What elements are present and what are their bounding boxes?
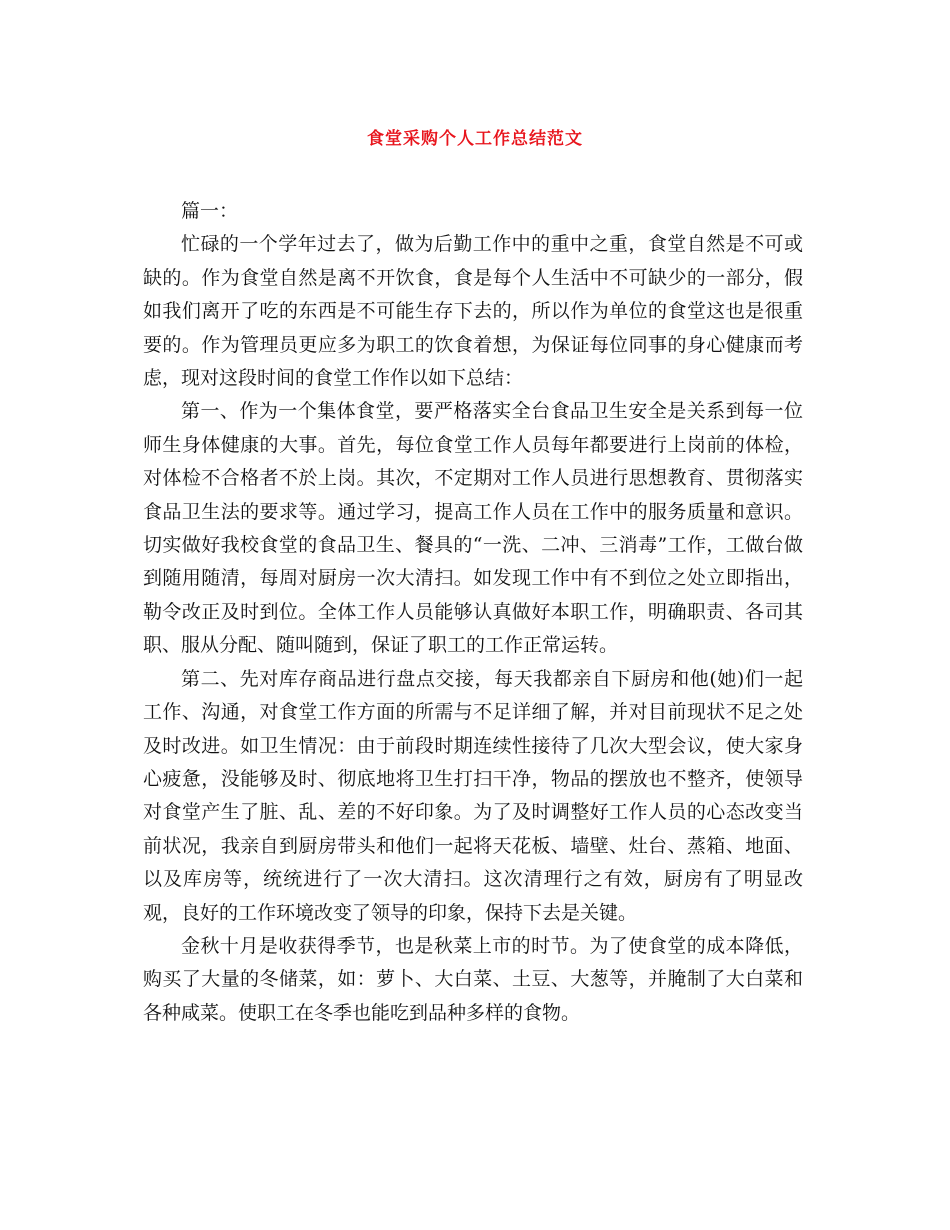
document-title: 食堂采购个人工作总结范文 <box>367 129 583 149</box>
section-label: 篇一： <box>181 200 239 222</box>
paragraph-first-point: 第一、作为一个集体食堂，要严格落实全台食品卫生安全是关系到每一位师生身体健康的大事。首先，每位食堂工作人员每年都要进行上岗前的体检，对体检不合格者不於上岗。其次，不定期对工作人员进行思想教育、贯彻落实食品卫生法的要求等。通过学习，提高工作人员在工作中的服务质量和意识。切实做好我校食堂的食品卫生、餐具的“一洗、二冲、三消毒”工作，工做台做到随用随清，每周对厨房一次大清扫。如发现工作中有不到位之处立即指出，勒令改正及时到位。全体工作人员能够认真做好本职工作，明确职责、各司其职、服从分配、随叫随到，保证了职工的工作正常运转。 <box>143 400 803 657</box>
paragraph-intro: 忙碌的一个学年过去了，做为后勤工作中的重中之重，食堂自然是不可或缺的。作为食堂自然是离不开饮食，食是每个人生活中不可缺少的一部分，假如我们离开了吃的东西是不可能生存下去的，所以作为单位的食堂这也是很重要的。作为管理员更应多为职工的饮食着想，为保证每位同事的身心健康而考虑，现对这段时间的食堂工作作以如下总结： <box>143 233 803 390</box>
paragraph-autumn: 金秋十月是收获得季节，也是秋菜上市的时节。为了使食堂的成本降低，购买了大量的冬储菜，如：萝卜、大白菜、土豆、大葱等，并腌制了大白菜和各种咸菜。使职工在冬季也能吃到品种多样的食物。 <box>143 934 803 1024</box>
paragraph-second-point: 第二、先对库存商品进行盘点交接，每天我都亲自下厨房和他(她)们一起工作、沟通，对食堂工作方面的所需与不足详细了解，并对目前现状不足之处及时改进。如卫生情况：由于前段时期连续性接待了几次大型会议，使大家身心疲惫，没能够及时、彻底地将卫生打扫干净，物品的摆放也不整齐，使领导对食堂产生了脏、乱、差的不好印象。为了及时调整好工作人员的心态改变当前状况，我亲自到厨房带头和他们一起将天花板、墙壁、灶台、蒸箱、地面、以及库房等，统统进行了一次大清扫。这次清理行之有效，厨房有了明显改观，良好的工作环境改变了领导的印象，保持下去是关键。 <box>143 667 803 924</box>
document-body <box>143 195 803 1030</box>
